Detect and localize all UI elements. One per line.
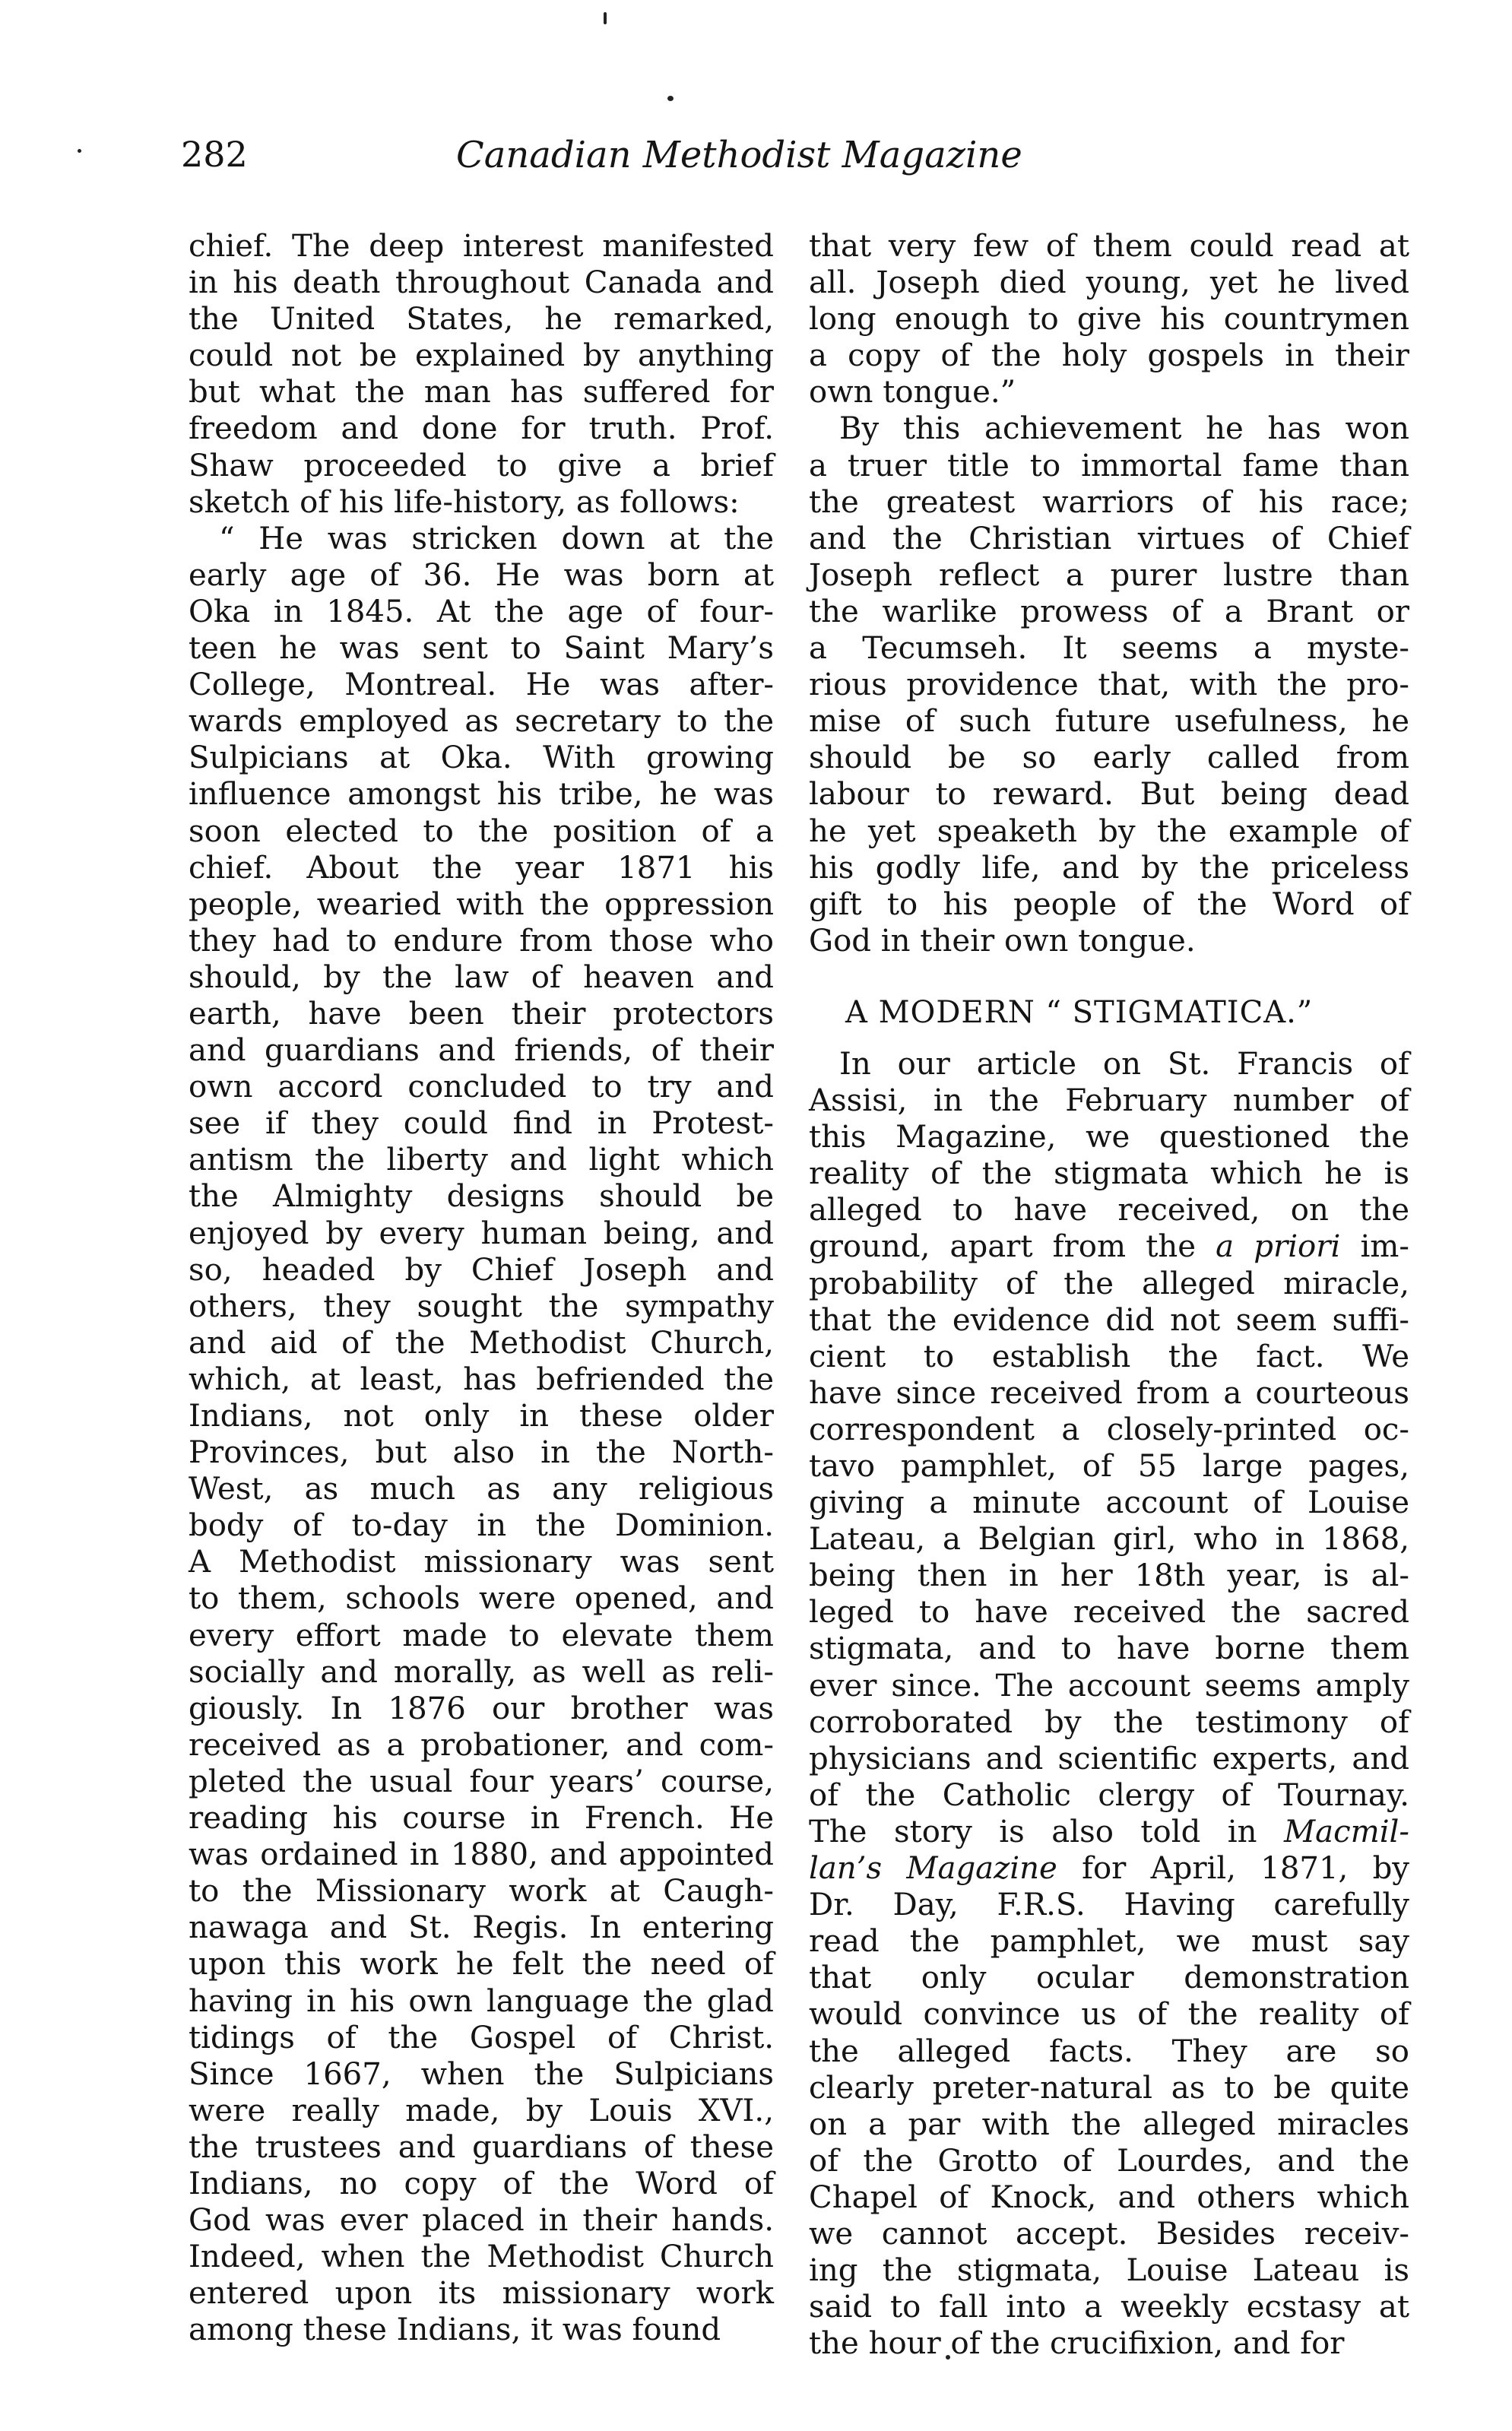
text-line: a copy of the holy gospels in their [809,338,1409,374]
right-column [809,228,1409,2362]
text-line: should, by the law of heaven and [189,959,774,995]
text-line: they had to endure from those who [189,923,774,959]
text-line: we cannot accept. Besides receiv- [809,2216,1409,2252]
text-line: a Tecumseh. It seems a myste- [809,631,1409,667]
right-column-bottom [809,1046,1409,2362]
text-line: In our article on St. Francis of [839,1046,1409,1082]
text-line: giously. In 1876 our brother was [189,1691,774,1726]
text-line: stigmata, and to have borne them [809,1631,1409,1667]
text-line: earth, have been their protectors [189,996,774,1032]
text-line: physicians and scientific experts, and [809,1741,1409,1776]
text-line: reading his course in French. He [189,1801,774,1837]
text-line: so, headed by Chief Joseph and [189,1252,774,1288]
text-line: College, Montreal. He was after- [189,667,774,703]
text-line: all. Joseph died young, yet he lived [809,265,1409,301]
text-line: sketch of his life-history, as follows: [189,484,740,520]
text-line: The story is also told in Macmil- [809,1814,1409,1849]
text-line: he yet speaketh by the example of [809,813,1409,849]
text-line: his godly life, and by the priceless [809,850,1409,886]
text-line: Shaw proceeded to give a brief [189,448,774,483]
text-line: Indeed, when the Methodist Church [189,2239,774,2275]
text-line: By this achievement he has won [839,411,1409,447]
text-line: rious providence that, with the pro- [809,667,1409,703]
text-line: and aid of the Methodist Church, [189,1325,774,1361]
text-line: reality of the stigmata which he is [809,1156,1409,1192]
text-line: received as a probationer, and com- [189,1727,774,1763]
text-line: long enough to give his countrymen [809,302,1409,338]
text-line: pleted the usual four years’ course, [189,1764,774,1799]
text-line: clearly preter-natural as to be quite [809,2070,1409,2106]
text-line: a truer title to immortal fame than [809,448,1409,483]
text-line: alleged to have received, on the [809,1193,1409,1228]
text-line: ever since. The account seems amply [809,1668,1409,1704]
text-line: leged to have received the sacred [809,1595,1409,1631]
text-line: influence amongst his tribe, he was [189,777,774,813]
text-line: this Magazine, we questioned the [809,1120,1409,1155]
text-line: among these Indians, it was found [189,2312,721,2348]
text-line: people, wearied with the oppression [189,886,774,922]
text-line: labour to reward. But being dead [809,777,1409,813]
text-line: of the Catholic clergy of Tournay. [809,1777,1409,1813]
text-line: early age of 36. He was born at [189,557,774,593]
text-line: ing the stigmata, Louise Lateau is [809,2253,1409,2289]
text-line: that only ocular demonstration [809,1960,1409,1996]
text-line: every effort made to elevate them [189,1618,774,1653]
text-line: said to fall into a weekly ecstasy at [809,2290,1409,2325]
text-line: Joseph reflect a purer lustre than [809,557,1409,593]
text-line: tidings of the Gospel of Christ. [189,2020,774,2055]
text-line: Dr. Day, F.R.S. Having carefully [809,1887,1409,1923]
text-line: and guardians and friends, of their [189,1033,774,1069]
text-line: Provinces, but also in the North- [189,1435,774,1471]
text-line: of the Grotto of Lourdes, and the [809,2143,1409,2179]
text-line: socially and morally, as well as reli- [189,1654,774,1690]
text-line: own tongue.” [809,375,1016,410]
text-line: Assisi, in the February number of [809,1083,1409,1119]
text-line: teen he was sent to Saint Mary’s [189,631,774,667]
print-speck [78,149,81,153]
text-line: probability of the alleged miracle, [809,1266,1409,1301]
text-line: have since received from a courteous [809,1375,1409,1411]
text-line: nawaga and St. Regis. In entering [189,1910,774,1946]
text-line: mise of such future usefulness, he [809,704,1409,740]
text-line: that very few of them could read at [809,229,1409,264]
text-line: Indians, no copy of the Word of [189,2166,774,2201]
text-line: lan’s Magazine for April, 1871, by [809,1851,1409,1887]
text-line: to the Missionary work at Caugh- [189,1874,774,1910]
text-line: Chapel of Knock, and others which [809,2179,1409,2215]
text-line: would convince us of the reality of [809,1997,1409,2033]
text-line: enjoyed by every human being, and [189,1216,774,1251]
text-line: “ He was stricken down at the [219,521,774,556]
text-line: the greatest warriors of his race; [809,484,1409,520]
text-line: having in his own language the glad [189,1983,774,2019]
text-line: the alleged facts. They are so [809,2033,1409,2069]
text-line: cient to establish the fact. We [809,1339,1409,1374]
text-line: the hour of the crucifixion, and for [809,2326,1345,2362]
text-line: the trustees and guardians of these [189,2129,774,2165]
text-line: Indians, not only in these older [189,1399,774,1434]
text-line: God in their own tongue. [809,923,1196,959]
text-line: that the evidence did not seem suffi- [809,1302,1409,1338]
text-line: read the pamphlet, we must say [809,1924,1409,1960]
text-line: Oka in 1845. At the age of four- [189,594,774,629]
text-line: could not be explained by anything [189,338,774,374]
left-column [189,228,774,2348]
text-line: chief. The deep interest manifested [189,229,774,264]
text-line: and the Christian virtues of Chief [809,521,1409,556]
text-line: freedom and done for truth. Prof. [189,411,774,447]
text-line: Sulpicians at Oka. With growing [189,740,774,776]
text-line: upon this work he felt the need of [189,1947,774,1983]
text-line: were really made, by Louis XVI., [189,2093,774,2128]
text-line: which, at least, has befriended the [189,1361,774,1397]
text-line: was ordained in 1880, and appointed [189,1837,774,1873]
text-line: should be so early called from [809,740,1409,776]
print-speck [667,96,674,101]
text-line: the Almighty designs should be [189,1179,774,1215]
text-line: giving a minute account of Louise [809,1485,1409,1521]
text-line: chief. About the year 1871 his [189,850,774,886]
text-line: ground, apart from the a priori im- [809,1229,1409,1265]
text-line: gift to his people of the Word of [809,886,1409,922]
text-line: others, they sought the sympathy [189,1288,774,1324]
text-line: soon elected to the position of a [189,813,774,849]
text-line: A Methodist missionary was sent [189,1545,774,1580]
text-line: the United States, he remarked, [189,302,774,338]
text-line: wards employed as secretary to the [189,704,774,740]
text-line: in his death throughout Canada and [189,265,774,301]
running-head: Canadian Methodist Magazine [456,134,1022,176]
text-line: to them, schools were opened, and [189,1581,774,1617]
text-line: the warlike prowess of a Brant or [809,594,1409,629]
page-number: 282 [181,134,248,175]
text-line: antism the liberty and light which [189,1143,774,1178]
print-speck [604,12,607,24]
text-line: on a par with the alleged miracles [809,2106,1409,2142]
text-line: see if they could find in Protest- [189,1106,774,1142]
text-line: correspondent a closely-printed oc- [809,1412,1409,1447]
text-line: tavo pamphlet, of 55 large pages, [809,1449,1409,1484]
text-line: Lateau, a Belgian girl, who in 1868, [809,1522,1409,1558]
text-line: being then in her 18th year, is al- [809,1558,1409,1594]
text-line: entered upon its missionary work [189,2276,774,2312]
text-line: Since 1667, when the Sulpicians [189,2056,774,2092]
text-line: own accord concluded to try and [189,1070,774,1105]
text-line: but what the man has suffered for [189,375,774,410]
text-line: God was ever placed in their hands. [189,2203,774,2239]
right-column-top [809,228,1409,959]
text-line: West, as much as any religious [189,1472,774,1507]
section-heading: A MODERN “ STIGMATICA.” [845,994,1314,1030]
text-line: corroborated by the testimony of [809,1704,1409,1740]
text-line: body of to-day in the Dominion. [189,1508,774,1544]
